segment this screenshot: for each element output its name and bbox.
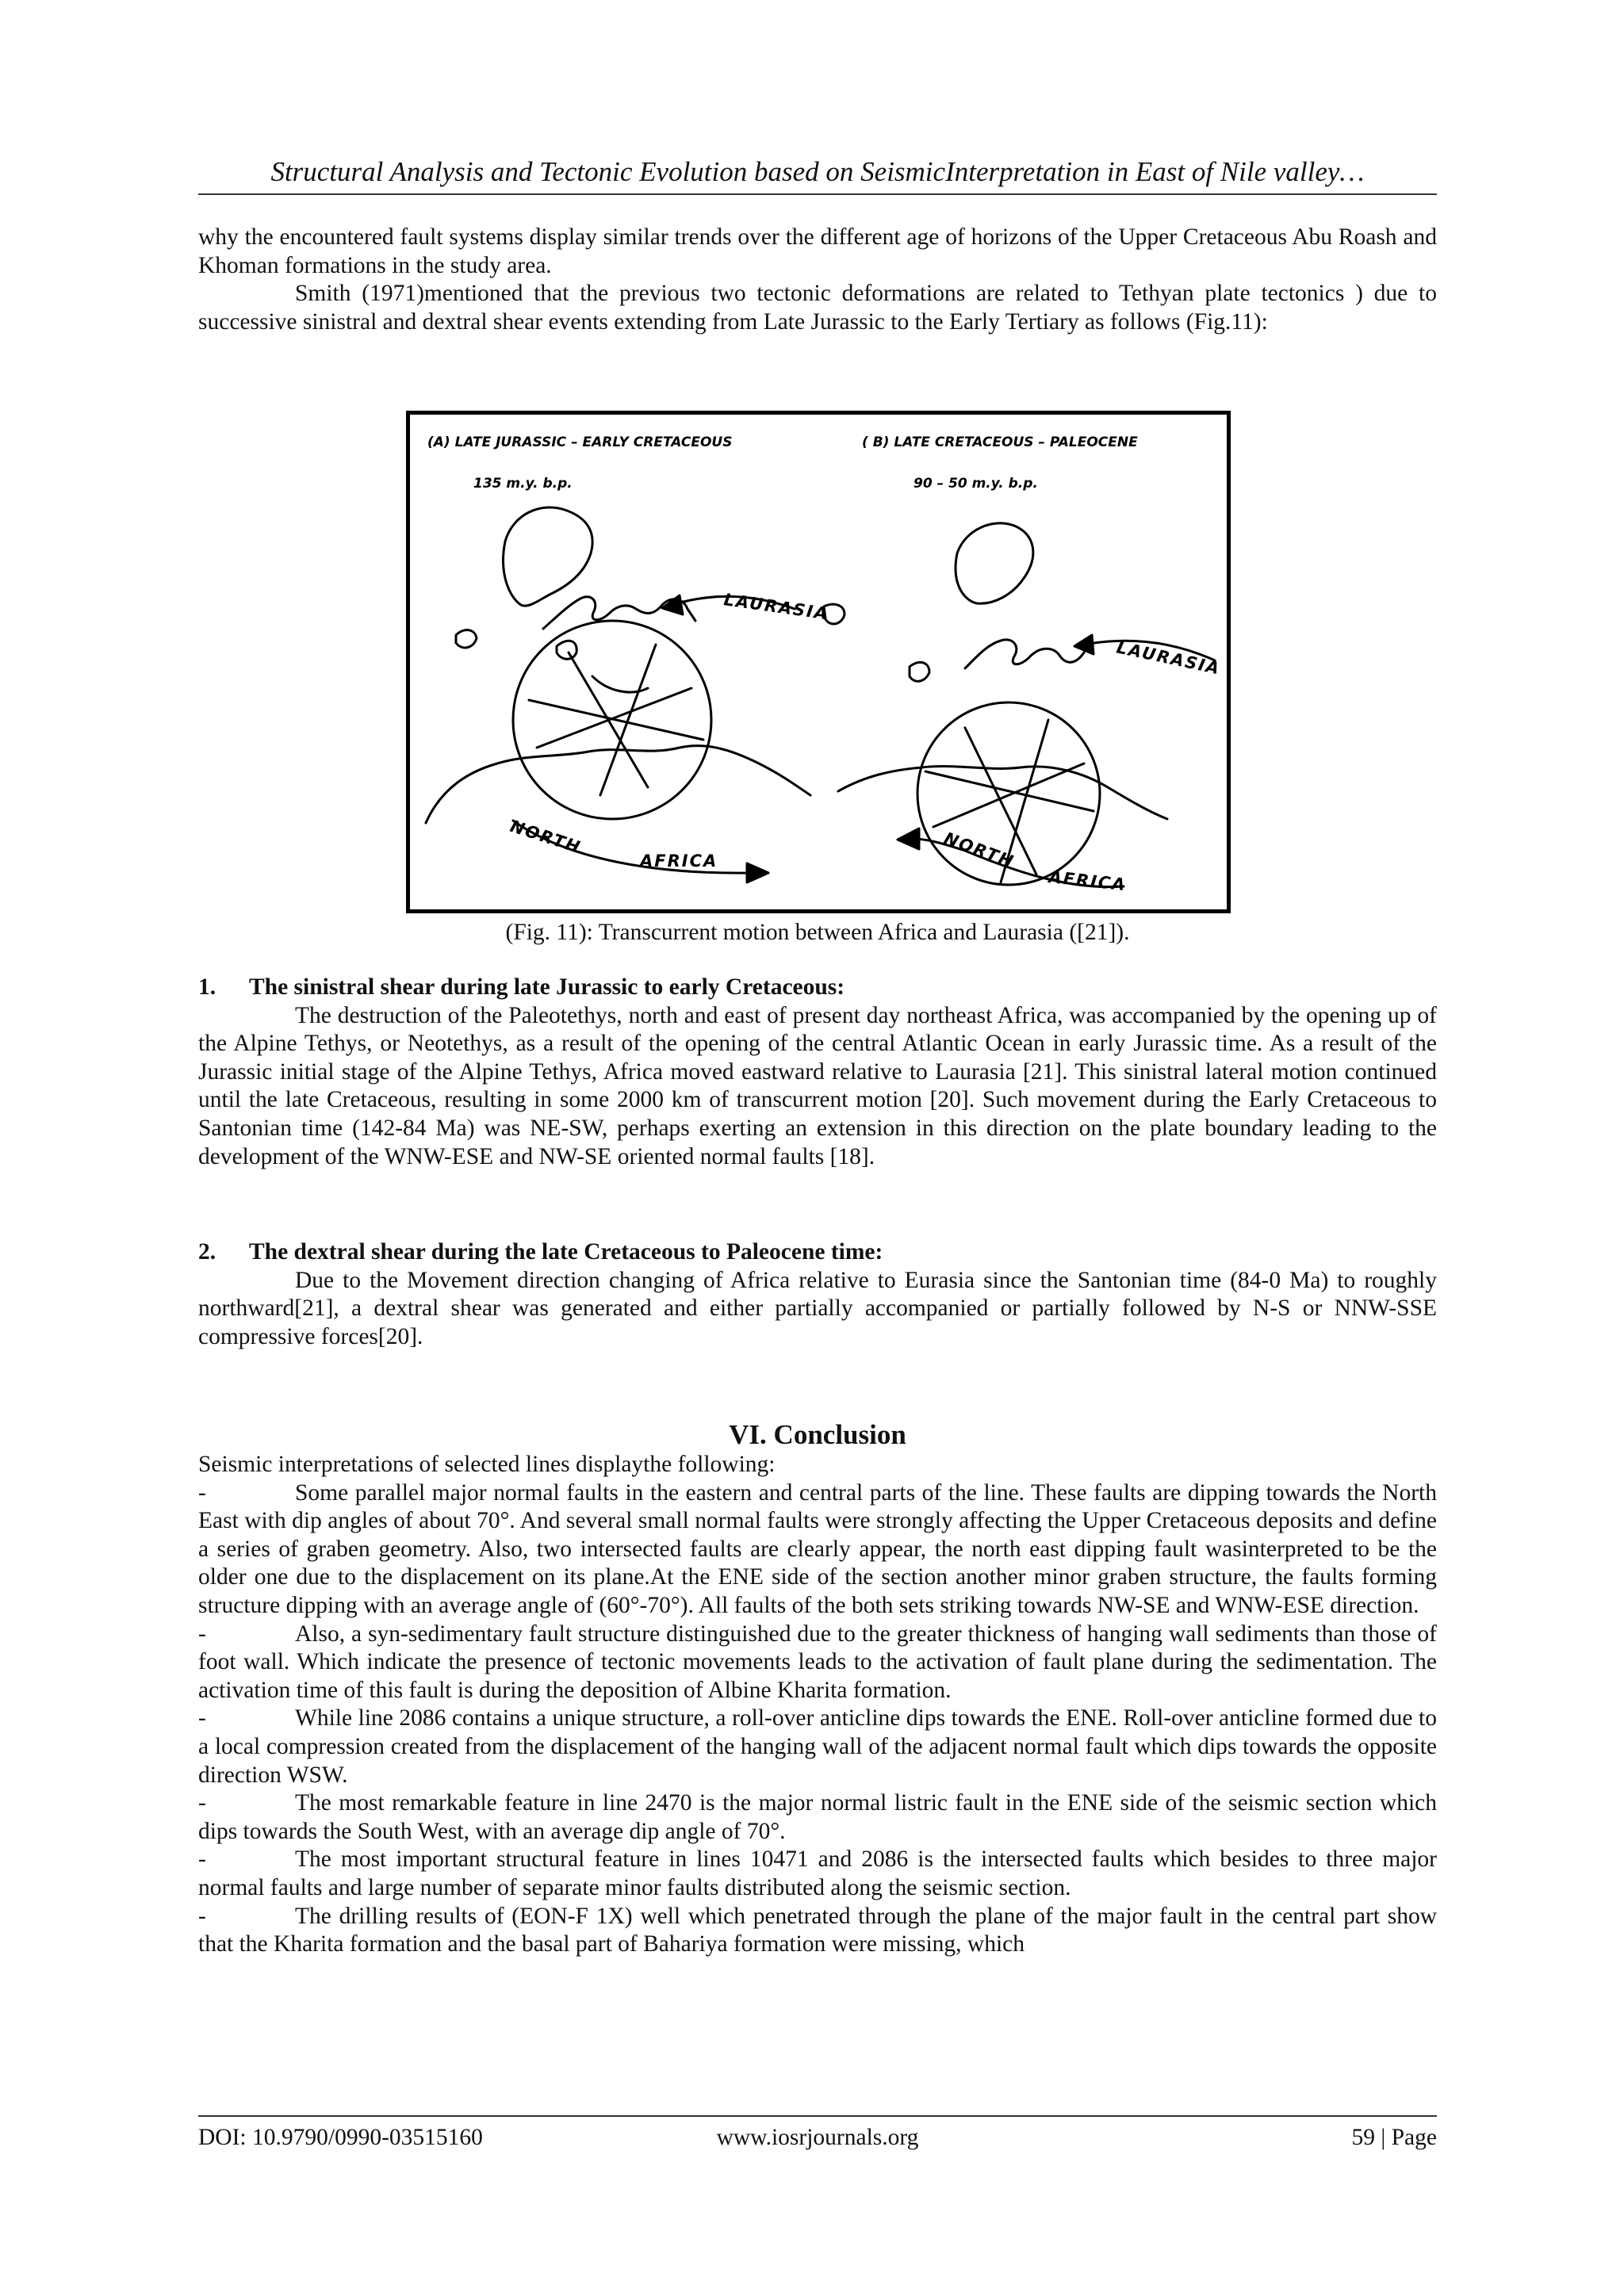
conclusion-item <box>198 1846 1437 1902</box>
conclusion-item-dash: - <box>198 1479 206 1506</box>
conclusion-title: VI. Conclusion <box>729 1419 906 1450</box>
section-2-title: The dextral shear during the late Cretaceous to Paleocene time: <box>249 1239 883 1265</box>
conclusion-intro: Seismic interpretations of selected lines displaythe following: <box>198 1452 776 1477</box>
conclusion-item-text: While line 2086 contains a unique structure, a roll-over anticline dips towards the ENE. Roll-over anticline formed due to a local compression created from the displacement of the hanging wall of the adjacent normal fault which dips towards the opposite direction WSW. <box>198 1705 1437 1788</box>
intro-paragraph-1: why the encountered fault systems display similar trends over the different age of horizons of the Upper Cretaceous Abu Roash and Khoman formations in the study area. <box>198 224 1437 278</box>
footer-page-number: 59 | Page <box>1351 2125 1437 2150</box>
running-title: Structural Analysis and Tectonic Evolution based on SeismicInterpretation in East of Nile valley… <box>270 156 1365 187</box>
conclusion-item <box>198 1903 1437 1959</box>
figure-11 <box>406 411 1231 913</box>
conclusion-item-text: Also, a syn-sedimentary fault structure distinguished due to the greater thickness of hanging wall sediments than those of foot wall. Which indicate the presence of tectonic movements leads to the activation of fault plane during the sedimentation. The activation time of this fault is during the deposition of Albine Kharita formation. <box>198 1621 1437 1703</box>
footer-doi: DOI: 10.9790/0990-03515160 <box>198 2125 483 2150</box>
section-1 <box>198 974 1437 1171</box>
panel-b-iceland <box>910 662 929 681</box>
panel-a-north-label: NORTH <box>508 816 584 858</box>
panel-b-africa-coast <box>838 767 1167 819</box>
panel-a-africa-coast <box>426 746 810 823</box>
conclusion-item-text: The most important structural feature in lines 10471 and 2086 is the intersected faults which besides to three major normal faults and large number of separate minor faults distributed along the seismic section. <box>198 1846 1437 1900</box>
conclusion-item-dash: - <box>198 1846 206 1873</box>
conclusion-item-dash: - <box>198 1705 206 1732</box>
panel-a-title: (A) LATE JURASSIC – EARLY CRETACEOUS <box>427 434 733 450</box>
panel-a-africa-label: AFRICA <box>640 851 718 871</box>
panel-b-laurasia-label: LAURASIA <box>1114 637 1223 679</box>
figure-caption: (Fig. 11): Transcurrent motion between Africa and Laurasia ([21]). <box>505 920 1130 945</box>
panel-a-age: 135 m.y. b.p. <box>473 476 573 492</box>
conclusion-item <box>198 1705 1437 1789</box>
conclusion-item-text: Some parallel major normal faults in the eastern and central parts of the line. These faults are dipping towards the North East with dip angles of about 70°. And several small normal faults were strongly affecting the Upper Cretaceous deposits and define a series of graben geometry. Also, two intersected faults are clearly appear, the north east dipping fault wasinterpreted to be the older one due to the displacement on its plane.At the ENE side of the section another minor graben structure, the faults forming structure dipping with an average angle of (60°-70°). All faults of the both sets striking towards NW-SE and WNW-ESE direction. <box>198 1479 1437 1618</box>
panel-b-africa-label: AFRICA <box>1048 867 1128 895</box>
conclusion-item-dash: - <box>198 1790 206 1816</box>
intro-block <box>198 224 1437 336</box>
tectonic-map-illustration <box>410 415 1227 909</box>
footer-rule <box>198 2115 1437 2117</box>
conclusion-item-dash: - <box>198 1903 206 1929</box>
panel-a-laurasia-label: LAURASIA <box>722 590 830 624</box>
panel-b-greenland <box>956 523 1033 603</box>
conclusion-item-text: The drilling results of (EON-F 1X) well which penetrated through the plane of the major fault in the central part show that the Kharita formation and the basal part of Bahariya formation were missing, which <box>198 1903 1437 1957</box>
header-rule <box>198 193 1437 195</box>
intro-paragraph-2: Smith (1971)mentioned that the previous two tectonic deformations are related to Tethyan plate tectonics ) due to successive sinistral and dextral shear events extending from Late Jurassic to the Early Tertiary as follows (Fig.11): <box>198 281 1437 335</box>
paper-page <box>198 0 1437 2296</box>
panel-b-north-label: NORTH <box>941 828 1017 872</box>
conclusion-block <box>198 1451 1437 1959</box>
panel-a-iceland <box>456 630 477 648</box>
panel-b-age: 90 – 50 m.y. b.p. <box>914 476 1038 492</box>
section-2-body: Due to the Movement direction changing of Africa relative to Eurasia since the Santonian time (84-0 Ma) to roughly northward[21], a dextral shear was generated and either partially accompanied or partially followed by N-S or NNW-SSE compressive forces[20]. <box>198 1267 1437 1349</box>
section-2-heading <box>198 1238 1437 1267</box>
footer-site: www.iosrjournals.org <box>716 2125 919 2150</box>
panel-b-title: ( B) LATE CRETACEOUS – PALEOCENE <box>862 434 1138 450</box>
panel-a-island <box>557 641 576 659</box>
conclusion-item <box>198 1789 1437 1846</box>
panel-b-europe-coast <box>965 640 1084 668</box>
conclusion-item <box>198 1479 1437 1621</box>
section-1-body: The destruction of the Paleotethys, north and east of present day northeast Africa, was accompanied by the opening up of the Alpine Tethys, or Neotethys, as a result of the opening of the central Atlantic Ocean in early Jurassic time. As a result of the Jurassic initial stage of the Alpine Tethys, Africa moved eastward relative to Laurasia [21]. This sinistral lateral motion continued until the late Cretaceous, resulting in some 2000 km of transcurrent motion [20]. Such movement during the Early Cretaceous to Santonian time (142-84 Ma) was NE-SW, perhaps exerting an extension in this direction on the plate boundary leading to the development of the WNW-ESE and NW-SE oriented normal faults [18]. <box>198 1002 1437 1169</box>
section-2 <box>198 1238 1437 1351</box>
section-2-number: 2. <box>198 1239 216 1265</box>
conclusion-item-dash: - <box>198 1621 206 1647</box>
panel-a-greenland <box>504 507 593 606</box>
section-1-heading <box>198 974 1437 1002</box>
section-1-number: 1. <box>198 974 216 1000</box>
conclusion-item <box>198 1621 1437 1705</box>
conclusion-item-text: The most remarkable feature in line 2470 is the major normal listric fault in the ENE side of the seismic section which dips towards the South West, with an average dip angle of 70°. <box>198 1790 1437 1844</box>
section-1-title: The sinistral shear during late Jurassic to early Cretaceous: <box>249 974 845 1000</box>
